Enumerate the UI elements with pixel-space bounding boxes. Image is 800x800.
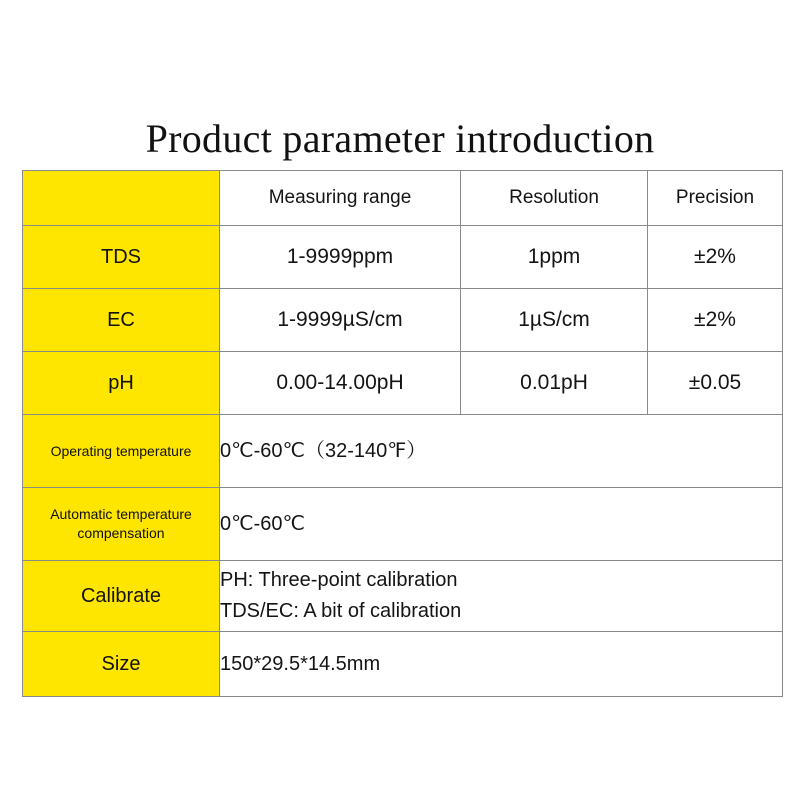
row-label-line: Automatic temperature bbox=[50, 506, 192, 523]
cell-tds-precision: ±2% bbox=[648, 226, 783, 289]
row-label-tds: TDS bbox=[23, 226, 220, 289]
value-line: PH: Three-point calibration bbox=[220, 569, 458, 591]
cell-ec-range: 1-9999µS/cm bbox=[220, 289, 461, 352]
table-row bbox=[23, 415, 783, 488]
table-row bbox=[23, 632, 783, 697]
cell-ph-precision: ±0.05 bbox=[648, 352, 783, 415]
cell-automatic-temperature-compensation-value bbox=[220, 488, 783, 561]
cell-ec-precision: ±2% bbox=[648, 289, 783, 352]
table-row bbox=[23, 226, 783, 289]
table-row bbox=[23, 352, 783, 415]
value-line: 150*29.5*14.5mm bbox=[220, 652, 381, 675]
cell-ph-range: 0.00-14.00pH bbox=[220, 352, 461, 415]
value-line: TDS/EC: A bit of calibration bbox=[220, 600, 462, 622]
table-header-row bbox=[23, 171, 783, 226]
table-row bbox=[23, 488, 783, 561]
table-row bbox=[23, 561, 783, 632]
cell-tds-resolution: 1ppm bbox=[461, 226, 648, 289]
table-row bbox=[23, 289, 783, 352]
cell-operating-temperature-value bbox=[220, 415, 783, 488]
row-label-calibrate: Calibrate bbox=[23, 561, 220, 632]
row-label-ec: EC bbox=[23, 289, 220, 352]
header-cell-resolution: Resolution bbox=[461, 171, 648, 226]
spec-table-container bbox=[22, 170, 778, 697]
cell-ph-resolution: 0.01pH bbox=[461, 352, 648, 415]
cell-size-value bbox=[220, 632, 783, 697]
header-cell-precision: Precision bbox=[648, 171, 783, 226]
value-line: 0℃-60℃ bbox=[220, 512, 305, 535]
row-label-size: Size bbox=[23, 632, 220, 697]
cell-ec-resolution: 1µS/cm bbox=[461, 289, 648, 352]
row-label-operating-temperature bbox=[23, 415, 220, 488]
page-title: Product parameter introduction bbox=[145, 115, 655, 161]
cell-tds-range: 1-9999ppm bbox=[220, 226, 461, 289]
row-label-line: temperature bbox=[115, 442, 192, 459]
cell-calibrate-value bbox=[220, 561, 783, 632]
row-label-line: compensation bbox=[77, 525, 165, 541]
value-line: 0℃-60℃（32-140℉） bbox=[220, 439, 427, 462]
header-cell-measuring-range: Measuring range bbox=[220, 171, 461, 226]
row-label-automatic-temperature-compensation bbox=[23, 488, 220, 561]
header-cell-blank bbox=[23, 171, 220, 226]
row-label-line: Operating bbox=[50, 442, 113, 459]
spec-table bbox=[22, 170, 783, 697]
row-label-ph: pH bbox=[23, 352, 220, 415]
